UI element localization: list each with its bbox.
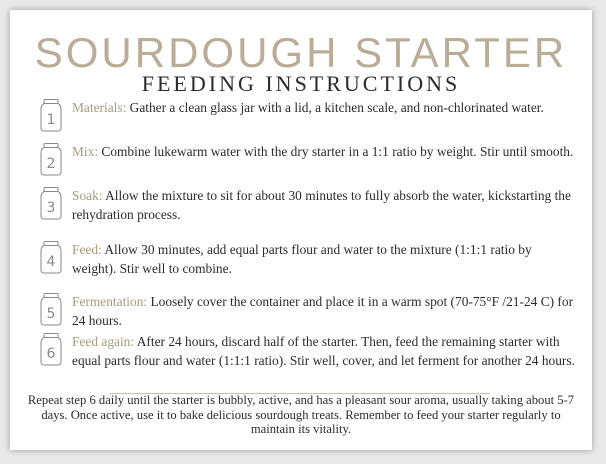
step-label: Mix: [72,144,99,159]
step-description: Gather a clean glass jar with a lid, a kitchen scale, and non-chlorinated water. [126,100,544,115]
step-label: Fermentation: [72,294,148,309]
step-description: Allow 30 minutes, add equal parts flour and water to the mixture (1:1:1 ratio by weight). Stir well to combine. [72,242,532,276]
jar-icon [38,240,64,274]
step-text [72,332,578,370]
step-label: Feed again: [72,334,135,349]
step-number: 2 [46,156,56,172]
step-text [72,292,578,330]
step-text [72,142,578,161]
page-subtitle: FEEDING INSTRUCTIONS [141,71,461,96]
step-number: 3 [46,200,56,216]
step-text [72,240,578,278]
step-description: Loosely cover the container and place it in a warm spot (70-75°F /21-24 C) for 24 hours. [72,294,574,328]
step-number: 6 [46,346,56,362]
step-label: Feed: [72,242,102,257]
instruction-card [10,10,592,450]
step-number: 5 [46,306,56,322]
jar-icon [38,142,64,176]
step-description: After 24 hours, discard half of the starter. Then, feed the remaining starter with equal parts flour and water (1:1:1 ratio). Stir well, cover, and let ferment for another 24 hours. [72,334,575,368]
step-description: Combine lukewarm water with the dry starter in a 1:1 ratio by weight. Stir until smooth. [98,144,574,159]
step-text [72,186,578,224]
step-label: Soak: [72,188,103,203]
footer-note: Repeat step 6 daily until the starter is bubbly, active, and has a pleasant sour aroma, usually taking about 5-7 days. Once active, use it to bake delicious sourdough treats. Remember to feed your starter regularly to maintain its vitality. [27,393,575,436]
page-title: SOURDOUGH STARTER [34,29,568,76]
jar-icon [38,292,64,326]
step-number: 4 [46,254,56,270]
step-description: Allow the mixture to sit for about 30 minutes to fully absorb the water, kickstarting the rehydration process. [72,188,571,222]
jar-icon [38,98,64,132]
step-label: Materials: [72,100,127,115]
step-number: 1 [46,112,56,128]
jar-icon [38,332,64,366]
jar-icon [38,186,64,220]
step-text [72,98,578,117]
